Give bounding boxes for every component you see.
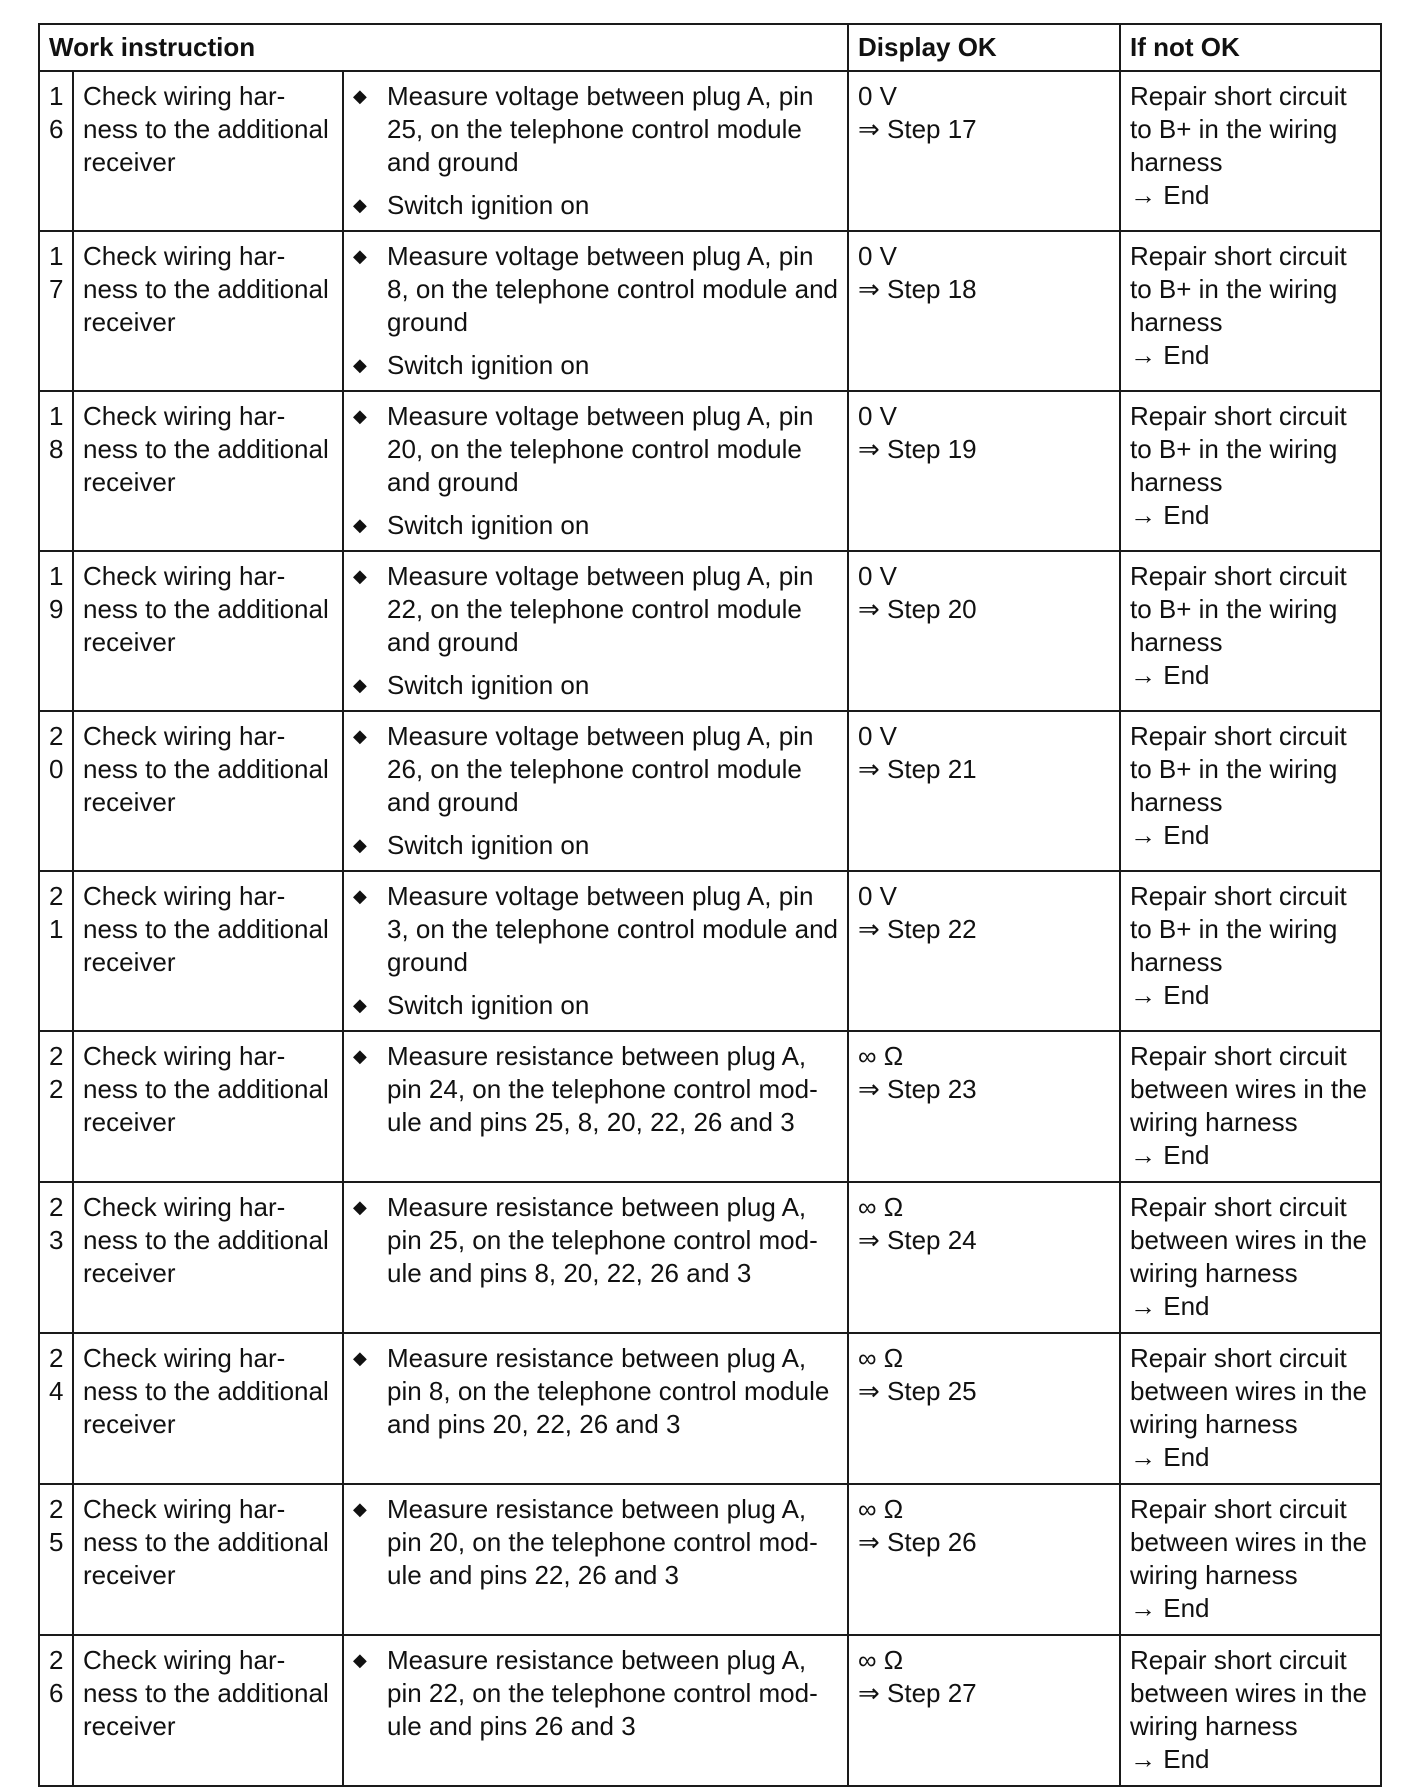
expected-value: 0 V — [858, 81, 898, 111]
display-ok-cell — [848, 1484, 1120, 1635]
instruction-item — [353, 189, 839, 222]
if-not-ok-cell — [1120, 391, 1381, 551]
step-number-digit: 2 — [49, 1494, 64, 1524]
step-number — [39, 551, 73, 711]
instruction-text: Measure resistance between plug A, pin 25, on the telephone control mod- ule and pins 8, 20, 22, 26 and 3 — [387, 1192, 818, 1288]
repair-action: Repair short circuit to B+ in the wiring harness — [1130, 401, 1347, 497]
instruction-item — [353, 669, 839, 702]
step-number-digit: 6 — [49, 114, 64, 144]
instruction-item — [353, 989, 839, 1022]
instruction-item — [353, 720, 839, 819]
repair-action: Repair short circuit between wires in the wiring harness — [1130, 1343, 1368, 1439]
bullet-diamond-icon: ◆ — [353, 1650, 367, 1670]
expected-value: 0 V — [858, 241, 898, 271]
expected-value: ∞ Ω — [858, 1192, 904, 1222]
table-row — [39, 71, 1381, 231]
step-number-digit: 1 — [49, 81, 64, 111]
step-number-digit: 2 — [49, 721, 64, 751]
bullet-diamond-icon: ◆ — [353, 995, 367, 1015]
display-ok-cell — [848, 871, 1120, 1031]
expected-value: ∞ Ω — [858, 1494, 904, 1524]
instruction-item — [353, 1493, 839, 1592]
instruction-text: Measure resistance between plug A, pin 22, on the telephone control mod- ule and pins 26 and 3 — [387, 1645, 818, 1741]
end-marker: → End — [1130, 500, 1210, 530]
table-row — [39, 1333, 1381, 1484]
step-instructions — [343, 71, 848, 231]
step-number-digit: 2 — [49, 1343, 64, 1373]
step-number-digit: 2 — [49, 881, 64, 911]
instruction-item — [353, 509, 839, 542]
instruction-text: Switch ignition on — [387, 830, 590, 860]
step-number-digit: 1 — [49, 401, 64, 431]
bullet-diamond-icon: ◆ — [353, 195, 367, 215]
step-number-digit: 0 — [49, 754, 64, 784]
repair-action: Repair short circuit to B+ in the wiring harness — [1130, 561, 1347, 657]
step-number-digit: 2 — [49, 1645, 64, 1675]
end-marker: → End — [1130, 1593, 1210, 1623]
expected-value: 0 V — [858, 721, 898, 751]
display-ok-cell — [848, 1635, 1120, 1786]
display-ok-cell — [848, 71, 1120, 231]
instruction-text: Measure voltage between plug A, pin 25, on the telephone control module and ground — [387, 81, 814, 177]
step-number — [39, 1484, 73, 1635]
end-marker: → End — [1130, 980, 1210, 1010]
next-step: ⇒ Step 27 — [858, 1678, 977, 1708]
step-title: Check wiring har- ness to the additional receiver — [73, 1635, 343, 1786]
step-title: Check wiring har- ness to the additional receiver — [73, 551, 343, 711]
table-row — [39, 551, 1381, 711]
instruction-item — [353, 560, 839, 659]
table-row — [39, 711, 1381, 871]
instruction-text: Switch ignition on — [387, 990, 590, 1020]
instruction-item — [353, 240, 839, 339]
bullet-diamond-icon: ◆ — [353, 1197, 367, 1217]
step-number-digit: 1 — [49, 561, 64, 591]
table-row — [39, 871, 1381, 1031]
instruction-text: Measure resistance between plug A, pin 24, on the telephone control mod- ule and pins 25, 8, 20, 22, 26 and 3 — [387, 1041, 818, 1137]
next-step: ⇒ Step 19 — [858, 434, 977, 464]
bullet-diamond-icon: ◆ — [353, 355, 367, 375]
display-ok-cell — [848, 551, 1120, 711]
step-title: Check wiring har- ness to the additional receiver — [73, 231, 343, 391]
table-row — [39, 1484, 1381, 1635]
bullet-diamond-icon: ◆ — [353, 1348, 367, 1368]
step-title: Check wiring har- ness to the additional receiver — [73, 871, 343, 1031]
step-number-digit: 5 — [49, 1527, 64, 1557]
instruction-text: Measure resistance between plug A, pin 8, on the telephone control module and pins 20, 22, 26 and 3 — [387, 1343, 830, 1439]
if-not-ok-cell — [1120, 1333, 1381, 1484]
next-step: ⇒ Step 23 — [858, 1074, 977, 1104]
end-marker: → End — [1130, 1744, 1210, 1774]
end-marker: → End — [1130, 180, 1210, 210]
step-title: Check wiring har- ness to the additional receiver — [73, 711, 343, 871]
step-title: Check wiring har- ness to the additional receiver — [73, 391, 343, 551]
if-not-ok-cell — [1120, 1031, 1381, 1182]
repair-action: Repair short circuit to B+ in the wiring harness — [1130, 881, 1347, 977]
if-not-ok-cell — [1120, 1484, 1381, 1635]
expected-value: 0 V — [858, 561, 898, 591]
bullet-diamond-icon: ◆ — [353, 246, 367, 266]
display-ok-cell — [848, 1333, 1120, 1484]
step-rows — [39, 71, 1381, 1786]
step-title: Check wiring har- ness to the additional receiver — [73, 1182, 343, 1333]
expected-value: ∞ Ω — [858, 1343, 904, 1373]
display-ok-cell — [848, 391, 1120, 551]
next-step: ⇒ Step 24 — [858, 1225, 977, 1255]
end-marker: → End — [1130, 1140, 1210, 1170]
instruction-item — [353, 1644, 839, 1743]
table-row — [39, 391, 1381, 551]
display-ok-cell — [848, 231, 1120, 391]
step-number-digit: 8 — [49, 434, 64, 464]
step-number-digit: 7 — [49, 274, 64, 304]
repair-action: Repair short circuit to B+ in the wiring harness — [1130, 721, 1347, 817]
next-step: ⇒ Step 17 — [858, 114, 977, 144]
repair-action: Repair short circuit to B+ in the wiring harness — [1130, 81, 1347, 177]
step-instructions — [343, 871, 848, 1031]
step-instructions — [343, 1031, 848, 1182]
step-instructions — [343, 551, 848, 711]
display-ok-cell — [848, 711, 1120, 871]
next-step: ⇒ Step 26 — [858, 1527, 977, 1557]
repair-action: Repair short circuit to B+ in the wiring harness — [1130, 241, 1347, 337]
step-number — [39, 231, 73, 391]
step-number-digit: 4 — [49, 1376, 64, 1406]
step-number — [39, 1333, 73, 1484]
step-title: Check wiring har- ness to the additional receiver — [73, 1031, 343, 1182]
step-number-digit: 2 — [49, 1074, 64, 1104]
step-number-digit: 3 — [49, 1225, 64, 1255]
expected-value: 0 V — [858, 401, 898, 431]
next-step: ⇒ Step 18 — [858, 274, 977, 304]
if-not-ok-cell — [1120, 1635, 1381, 1786]
instruction-text: Switch ignition on — [387, 190, 590, 220]
instruction-item — [353, 349, 839, 382]
step-number-digit: 1 — [49, 241, 64, 271]
instruction-text: Switch ignition on — [387, 510, 590, 540]
instruction-text: Measure voltage between plug A, pin 20, on the telephone control module and ground — [387, 401, 814, 497]
if-not-ok-cell — [1120, 1182, 1381, 1333]
step-title: Check wiring har- ness to the additional receiver — [73, 1484, 343, 1635]
if-not-ok-cell — [1120, 871, 1381, 1031]
instruction-item — [353, 1191, 839, 1290]
bullet-diamond-icon: ◆ — [353, 886, 367, 906]
end-marker: → End — [1130, 1291, 1210, 1321]
instruction-item — [353, 80, 839, 179]
step-instructions — [343, 1182, 848, 1333]
bullet-diamond-icon: ◆ — [353, 1499, 367, 1519]
step-number-digit: 2 — [49, 1041, 64, 1071]
end-marker: → End — [1130, 820, 1210, 850]
step-number — [39, 871, 73, 1031]
repair-action: Repair short circuit between wires in the wiring harness — [1130, 1494, 1368, 1590]
header-display-ok: Display OK — [848, 24, 1120, 71]
instruction-text: Measure voltage between plug A, pin 22, on the telephone control module and ground — [387, 561, 814, 657]
if-not-ok-cell — [1120, 71, 1381, 231]
bullet-diamond-icon: ◆ — [353, 835, 367, 855]
repair-action: Repair short circuit between wires in the wiring harness — [1130, 1041, 1368, 1137]
bullet-diamond-icon: ◆ — [353, 515, 367, 535]
display-ok-cell — [848, 1182, 1120, 1333]
bullet-diamond-icon: ◆ — [353, 726, 367, 746]
display-ok-cell — [848, 1031, 1120, 1182]
step-number-digit: 6 — [49, 1678, 64, 1708]
work-instruction-table — [38, 23, 1382, 1787]
next-step: ⇒ Step 21 — [858, 754, 977, 784]
table-row — [39, 1031, 1381, 1182]
step-instructions — [343, 1635, 848, 1786]
repair-action: Repair short circuit between wires in the wiring harness — [1130, 1645, 1368, 1741]
step-title: Check wiring har- ness to the additional receiver — [73, 71, 343, 231]
instruction-item — [353, 1342, 839, 1441]
end-marker: → End — [1130, 340, 1210, 370]
expected-value: 0 V — [858, 881, 898, 911]
bullet-diamond-icon: ◆ — [353, 675, 367, 695]
step-instructions — [343, 391, 848, 551]
header-if-not-ok: If not OK — [1120, 24, 1381, 71]
step-number — [39, 71, 73, 231]
if-not-ok-cell — [1120, 711, 1381, 871]
instruction-text: Measure resistance between plug A, pin 20, on the telephone control mod- ule and pins 22, 26 and 3 — [387, 1494, 818, 1590]
instruction-text: Measure voltage between plug A, pin 26, on the telephone control module and ground — [387, 721, 814, 817]
next-step: ⇒ Step 22 — [858, 914, 977, 944]
step-number — [39, 1182, 73, 1333]
step-instructions — [343, 711, 848, 871]
step-number — [39, 1031, 73, 1182]
next-step: ⇒ Step 25 — [858, 1376, 977, 1406]
bullet-diamond-icon: ◆ — [353, 1046, 367, 1066]
expected-value: ∞ Ω — [858, 1041, 904, 1071]
expected-value: ∞ Ω — [858, 1645, 904, 1675]
step-instructions — [343, 231, 848, 391]
instruction-text: Measure voltage between plug A, pin 3, on the telephone control module and ground — [387, 881, 839, 977]
table-row — [39, 231, 1381, 391]
step-number-digit: 2 — [49, 1192, 64, 1222]
instruction-item — [353, 829, 839, 862]
instruction-item — [353, 880, 839, 979]
instruction-text: Switch ignition on — [387, 670, 590, 700]
if-not-ok-cell — [1120, 231, 1381, 391]
step-number — [39, 711, 73, 871]
step-number — [39, 391, 73, 551]
step-instructions — [343, 1333, 848, 1484]
step-number-digit: 9 — [49, 594, 64, 624]
table-row — [39, 1182, 1381, 1333]
table-header-row — [39, 24, 1381, 71]
step-number — [39, 1635, 73, 1786]
instruction-text: Switch ignition on — [387, 350, 590, 380]
end-marker: → End — [1130, 660, 1210, 690]
repair-action: Repair short circuit between wires in the wiring harness — [1130, 1192, 1368, 1288]
if-not-ok-cell — [1120, 551, 1381, 711]
step-title: Check wiring har- ness to the additional receiver — [73, 1333, 343, 1484]
bullet-diamond-icon: ◆ — [353, 566, 367, 586]
table-row — [39, 1635, 1381, 1786]
work-instruction-sheet — [38, 23, 1380, 1787]
instruction-text: Measure voltage between plug A, pin 8, on the telephone control module and ground — [387, 241, 839, 337]
header-work-instruction: Work instruction — [39, 24, 848, 71]
bullet-diamond-icon: ◆ — [353, 406, 367, 426]
next-step: ⇒ Step 20 — [858, 594, 977, 624]
bullet-diamond-icon: ◆ — [353, 86, 367, 106]
instruction-item — [353, 1040, 839, 1139]
instruction-item — [353, 400, 839, 499]
step-number-digit: 1 — [49, 914, 64, 944]
end-marker: → End — [1130, 1442, 1210, 1472]
step-instructions — [343, 1484, 848, 1635]
